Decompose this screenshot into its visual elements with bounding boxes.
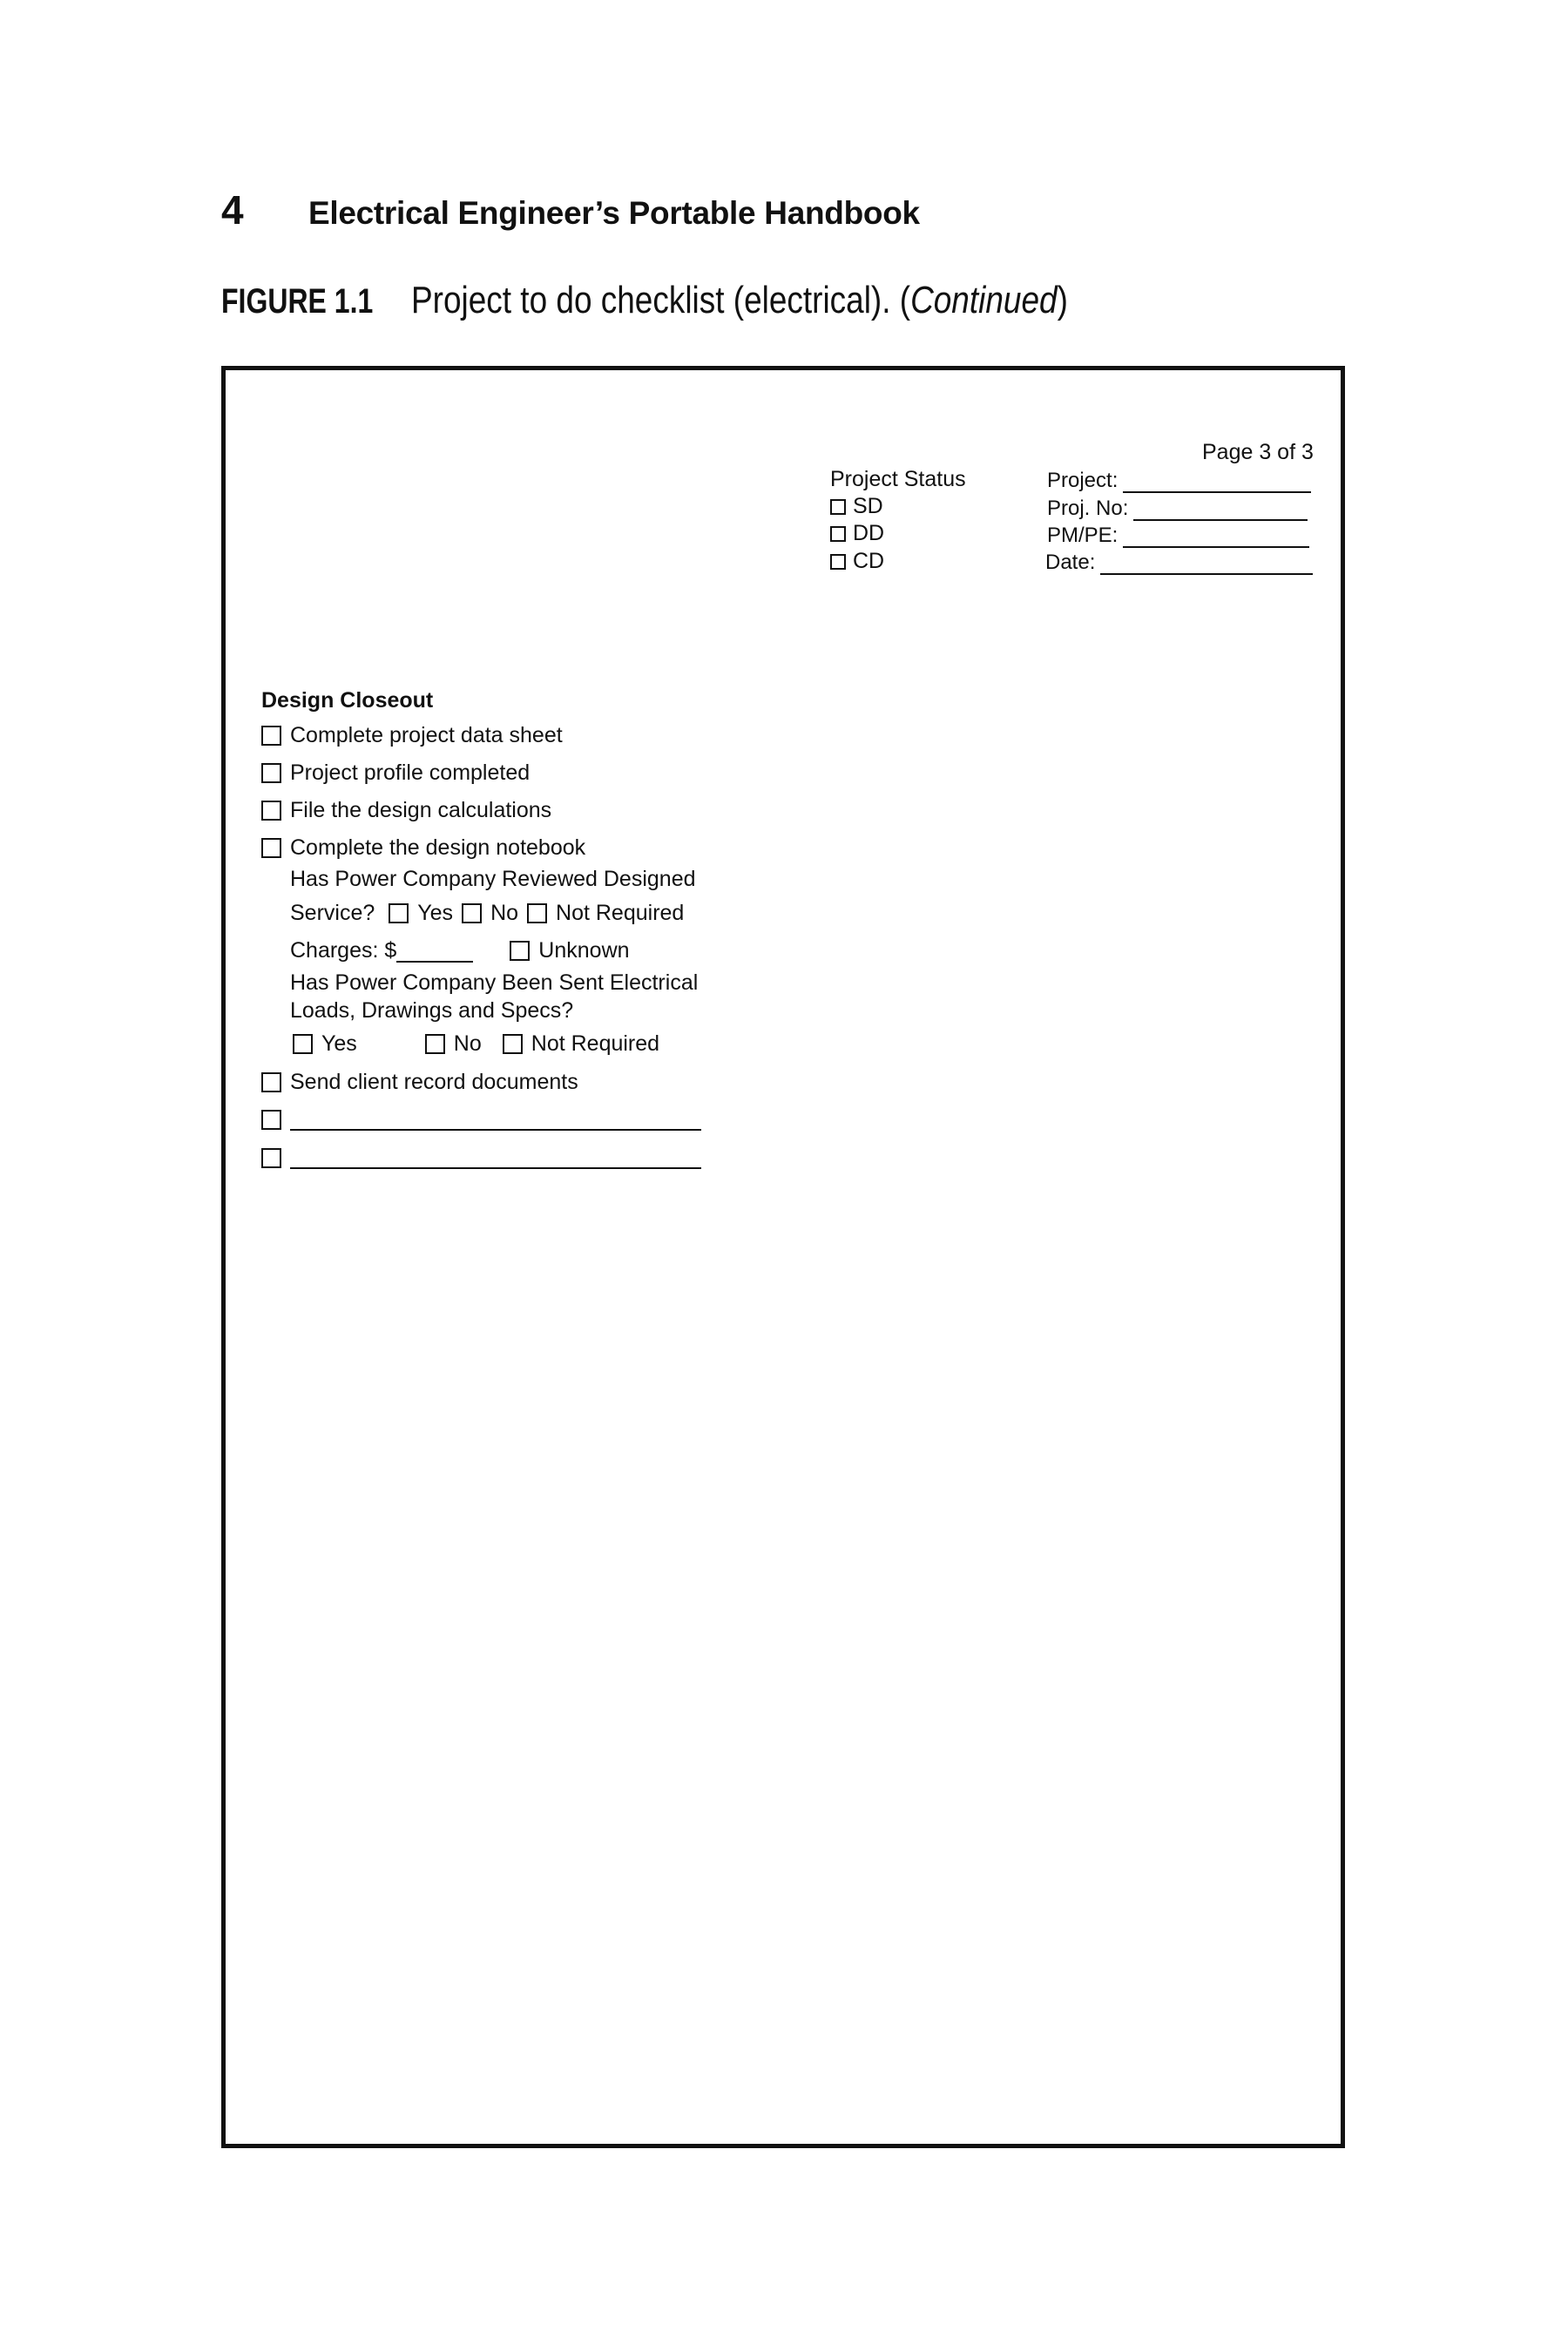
project-field[interactable] (1047, 469, 1311, 493)
checkbox-reviewed-yes[interactable] (389, 903, 409, 923)
reviewed-no-label: No (490, 901, 519, 925)
checklist-item[interactable] (261, 760, 530, 786)
checkbox[interactable] (261, 801, 281, 821)
date-field[interactable] (1045, 551, 1313, 575)
checklist-item[interactable] (261, 835, 585, 861)
power-company-sent-question-line1: Has Power Company Been Sent Electrical (290, 970, 699, 995)
pm-pe-label: PM/PE: (1047, 524, 1119, 547)
checklist-item-label: Project profile completed (290, 760, 531, 785)
status-option-label: SD (853, 494, 883, 518)
blank-checklist-item[interactable] (261, 1146, 701, 1169)
figure-caption-main: Project to do checklist (electrical). ( (411, 279, 911, 321)
checklist-item-label: Complete the design notebook (290, 835, 586, 860)
blank-checklist-item[interactable] (261, 1108, 701, 1131)
date-input-line[interactable] (1100, 554, 1313, 575)
checkbox-sent-no[interactable] (425, 1034, 445, 1054)
date-label: Date: (1045, 551, 1096, 574)
book-title: Electrical Engineer’s Portable Handbook (308, 195, 920, 231)
sent-yes-label: Yes (321, 1031, 357, 1056)
page-header (221, 186, 920, 235)
reviewed-not-required-label: Not Required (556, 901, 685, 925)
checkbox-dd[interactable] (830, 526, 846, 542)
power-company-sent-row (293, 1031, 659, 1057)
checklist-form-frame (221, 366, 1345, 2148)
status-option-dd[interactable] (830, 521, 884, 546)
figure-caption-close: ) (1057, 279, 1068, 321)
proj-no-label: Proj. No: (1047, 497, 1129, 520)
reviewed-yes-label: Yes (417, 901, 454, 925)
figure-caption-continued: Continued (910, 279, 1058, 321)
blank-item-line[interactable] (290, 1108, 701, 1131)
status-option-label: DD (853, 521, 885, 545)
checklist-item-label: File the design calculations (290, 798, 552, 822)
checkbox[interactable] (261, 763, 281, 783)
checkbox-reviewed-not-required[interactable] (527, 903, 547, 923)
page-number: 4 (221, 187, 244, 233)
checkbox-sent-yes[interactable] (293, 1034, 313, 1054)
project-status-title: Project Status (830, 467, 966, 491)
service-label: Service? (290, 901, 375, 925)
charges-row (290, 938, 630, 963)
charges-label: Charges: $ (290, 938, 397, 963)
status-option-cd[interactable] (830, 549, 884, 574)
status-option-label: CD (853, 549, 885, 573)
pm-pe-field[interactable] (1047, 524, 1309, 548)
status-option-sd[interactable] (830, 494, 883, 519)
project-input-line[interactable] (1123, 472, 1311, 493)
project-label: Project: (1047, 469, 1119, 492)
checklist-item[interactable] (261, 1070, 578, 1095)
checklist-item[interactable] (261, 798, 551, 823)
blank-item-line[interactable] (290, 1146, 701, 1169)
checklist-item-label: Send client record documents (290, 1070, 578, 1094)
checkbox-reviewed-no[interactable] (462, 903, 482, 923)
checkbox[interactable] (261, 1072, 281, 1092)
proj-no-field[interactable] (1047, 497, 1308, 521)
design-closeout-title: Design Closeout (261, 688, 434, 713)
power-company-reviewed-question: Has Power Company Reviewed Designed (290, 867, 696, 891)
sent-not-required-label: Not Required (531, 1031, 660, 1056)
power-company-reviewed-row (290, 901, 684, 926)
checkbox-charges-unknown[interactable] (510, 941, 530, 961)
page-indicator: Page 3 of 3 (1202, 440, 1314, 464)
power-company-sent-question-line2: Loads, Drawings and Specs? (290, 998, 574, 1023)
figure-label: FIGURE 1.1 (221, 282, 374, 321)
checkbox[interactable] (261, 1110, 281, 1130)
checkbox[interactable] (261, 726, 281, 746)
checkbox-cd[interactable] (830, 554, 846, 570)
charges-unknown-label: Unknown (538, 938, 630, 963)
checkbox-sd[interactable] (830, 499, 846, 515)
charges-input-line[interactable] (396, 940, 473, 963)
sent-no-label: No (453, 1031, 482, 1056)
checklist-item[interactable] (261, 723, 563, 748)
checkbox[interactable] (261, 838, 281, 858)
checkbox-sent-not-required[interactable] (503, 1034, 523, 1054)
figure-caption-text (411, 279, 1068, 322)
pm-pe-input-line[interactable] (1123, 527, 1309, 548)
checkbox[interactable] (261, 1148, 281, 1168)
proj-no-input-line[interactable] (1133, 500, 1308, 521)
checklist-item-label: Complete project data sheet (290, 723, 563, 747)
figure-caption (221, 279, 1193, 322)
